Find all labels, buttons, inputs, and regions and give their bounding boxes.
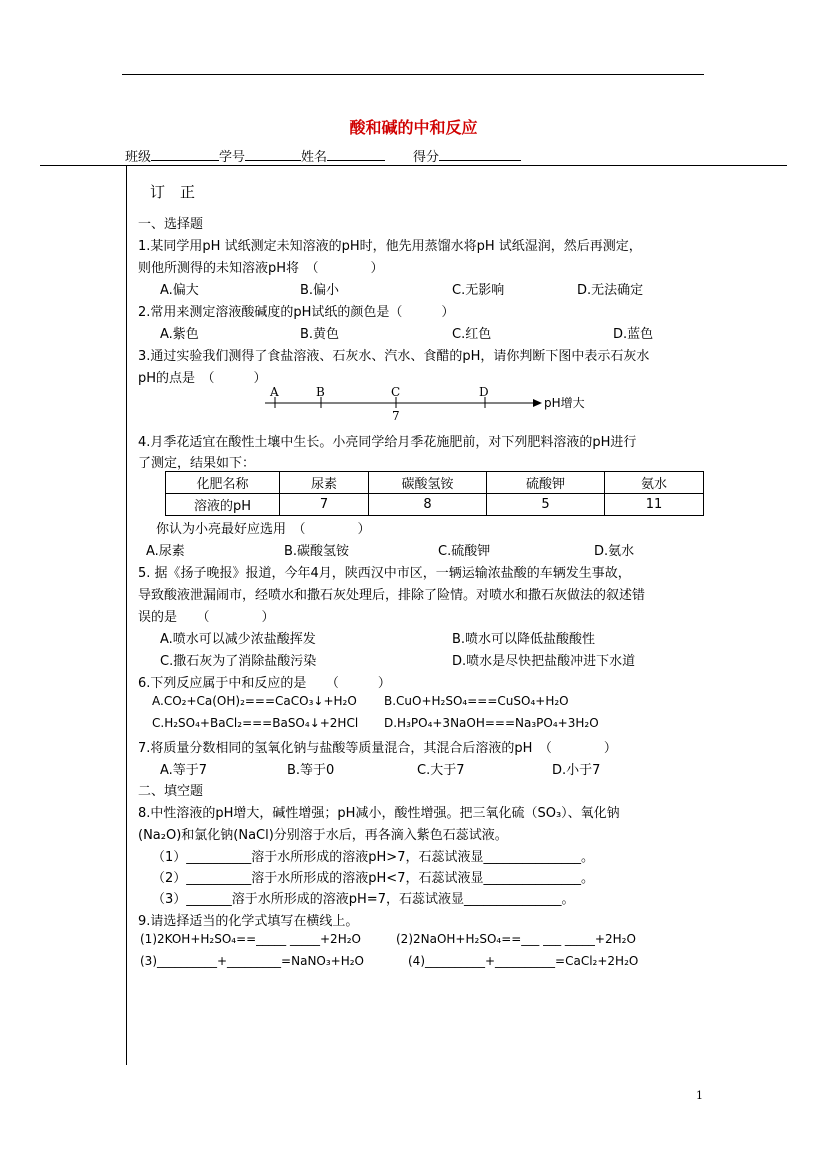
axis-label-seven: 7 bbox=[392, 409, 400, 423]
axis-label-b: B bbox=[316, 385, 325, 399]
ph-axis-diagram bbox=[255, 384, 605, 424]
q5-option-a: A.喷水可以减少浓盐酸挥发 bbox=[160, 632, 316, 647]
table-cell: 8 bbox=[369, 494, 487, 516]
q6-option-b: B.CuO+H₂SO₄===CuSO₄+H₂O bbox=[384, 694, 569, 708]
table-header-row bbox=[166, 472, 704, 494]
q1-line2: 则他所测得的未知溶液pH将 （ ） bbox=[138, 261, 384, 276]
q7-option-a: A.等于7 bbox=[160, 763, 208, 778]
id-label: 学号 bbox=[219, 150, 246, 165]
part2-heading: 二、填空题 bbox=[138, 784, 204, 799]
q1-option-b: B.偏小 bbox=[300, 283, 340, 298]
q5-option-d: D.喷水是尽快把盐酸冲进下水道 bbox=[452, 654, 636, 669]
q9-sub1: (1)2KOH+H₂SO₄==_____ _____+2H₂O bbox=[140, 932, 361, 946]
id-blank[interactable] bbox=[245, 148, 301, 161]
score-blank[interactable] bbox=[439, 148, 521, 161]
q4-option-c: C.硫酸钾 bbox=[438, 544, 491, 559]
table-cell: 11 bbox=[605, 494, 704, 516]
page-title: 酸和碱的中和反应 bbox=[349, 118, 478, 137]
correction-heading: 订 正 bbox=[150, 183, 196, 201]
q2-option-d: D.蓝色 bbox=[613, 327, 654, 342]
q4-line1: 4.月季花适宜在酸性土壤中生长。小亮同学给月季花施肥前，对下列肥料溶液的pH进行 bbox=[138, 435, 637, 450]
q7-option-d: D.小于7 bbox=[552, 763, 601, 778]
q7-option-c: C.大于7 bbox=[417, 763, 465, 778]
q4-ask: 你认为小亮最好应选用 （ ） bbox=[156, 522, 371, 537]
q2-option-c: C.红色 bbox=[452, 327, 492, 342]
table-cell: 碳酸氢铵 bbox=[369, 472, 487, 494]
table-cell: 氨水 bbox=[605, 472, 704, 494]
q6-option-c: C.H₂SO₄+BaCl₂===BaSO₄↓+2HCl bbox=[152, 716, 359, 730]
part1-heading: 一、选择题 bbox=[138, 217, 204, 232]
q4-option-a: A.尿素 bbox=[146, 544, 185, 559]
q1-option-a: A.偏大 bbox=[160, 283, 199, 298]
axis-label-ph-increase: pH增大 bbox=[544, 396, 585, 410]
table-cell: 尿素 bbox=[280, 472, 369, 494]
axis-label-d: D bbox=[479, 385, 489, 399]
q5-option-c: C.撒石灰为了消除盐酸污染 bbox=[160, 654, 317, 669]
table-row bbox=[166, 494, 704, 516]
name-blank[interactable] bbox=[327, 148, 385, 161]
q1-line1: 1.某同学用pH 试纸测定未知溶液的pH时，他先用蒸馏水将pH 试纸湿润，然后再测定， bbox=[138, 239, 642, 254]
q2-line1: 2.常用来测定溶液酸碱度的pH试纸的颜色是（ ） bbox=[138, 305, 455, 320]
table-cell: 溶液的pH bbox=[166, 494, 280, 516]
q4-option-d: D.氨水 bbox=[594, 544, 635, 559]
fertilizer-ph-table bbox=[165, 471, 704, 516]
q8-sub3: （3）_______溶于水所形成的溶液pH=7，石蕊试液显_______________。 bbox=[152, 892, 575, 907]
q6-line1: 6.下列反应属于中和反应的是 （ ） bbox=[138, 676, 391, 691]
q5-line1: 5. 据《扬子晚报》报道，今年4月，陕西汉中市区，一辆运输浓盐酸的车辆发生事故， bbox=[138, 566, 631, 581]
table-cell: 硫酸钾 bbox=[487, 472, 605, 494]
axis-label-c: C bbox=[391, 385, 401, 399]
q9-line1: 9.请选择适当的化学式填写在横线上。 bbox=[138, 914, 359, 929]
margin-rule bbox=[126, 165, 127, 1065]
q3-line1: 3.通过实验我们测得了食盐溶液、石灰水、汽水、食醋的pH，请你判断下图中表示石灰水 bbox=[138, 349, 650, 364]
table-cell: 7 bbox=[280, 494, 369, 516]
q5-line3: 误的是 （ ） bbox=[138, 610, 275, 625]
table-cell: 化肥名称 bbox=[166, 472, 280, 494]
q9-sub3: (3)__________+_________=NaNO₃+H₂O bbox=[140, 954, 365, 968]
name-label: 姓名 bbox=[301, 150, 328, 165]
class-blank[interactable] bbox=[151, 148, 219, 161]
score-label: 得分 bbox=[413, 150, 440, 165]
student-info-row bbox=[125, 146, 521, 165]
axis-label-a: A bbox=[270, 385, 279, 399]
header-divider bbox=[40, 165, 787, 166]
q6-option-a: A.CO₂+Ca(OH)₂===CaCO₃↓+H₂O bbox=[152, 694, 357, 708]
q4-option-b: B.碳酸氢铵 bbox=[284, 544, 350, 559]
q9-sub4: (4)__________+__________=CaCl₂+2H₂O bbox=[408, 954, 639, 968]
q7-line1: 7.将质量分数相同的氢氧化钠与盐酸等质量混合，其混合后溶液的pH （ ） bbox=[138, 741, 617, 756]
table-cell: 5 bbox=[487, 494, 605, 516]
q6-option-d: D.H₃PO₄+3NaOH===Na₃PO₄+3H₂O bbox=[384, 716, 599, 730]
class-label: 班级 bbox=[125, 150, 152, 165]
q5-option-b: B.喷水可以降低盐酸酸性 bbox=[452, 632, 596, 647]
q2-option-a: A.紫色 bbox=[160, 327, 199, 342]
q3-line2: pH的点是 （ ） bbox=[138, 371, 267, 386]
q8-sub1: （1）__________溶于水所形成的溶液pH>7，石蕊试液显_______________。 bbox=[152, 850, 594, 865]
q8-line1: 8.中性溶液的pH增大，碱性增强；pH减小，酸性增强。把三氧化硫（SO₃）、氧化钠 bbox=[138, 806, 620, 821]
q2-option-b: B.黄色 bbox=[300, 327, 340, 342]
q9-sub2: (2)2NaOH+H₂SO₄==___ ___ _____+2H₂O bbox=[396, 932, 636, 946]
q8-line2: (Na₂O)和氯化钠(NaCl)分别溶于水后，再各滴入紫色石蕊试液。 bbox=[138, 828, 508, 843]
page-number: 1 bbox=[696, 1089, 703, 1102]
top-rule bbox=[122, 74, 704, 75]
q8-sub2: （2）__________溶于水所形成的溶液pH<7，石蕊试液显_______________。 bbox=[152, 871, 594, 886]
q5-line2: 导致酸液泄漏闹市，经喷水和撒石灰处理后，排除了险情。对喷水和撒石灰做法的叙述错 bbox=[138, 588, 646, 603]
q4-line2: 了测定，结果如下： bbox=[138, 456, 256, 471]
q1-option-c: C.无影响 bbox=[452, 283, 505, 298]
q7-option-b: B.等于0 bbox=[287, 763, 335, 778]
q1-option-d: D.无法确定 bbox=[577, 283, 644, 298]
